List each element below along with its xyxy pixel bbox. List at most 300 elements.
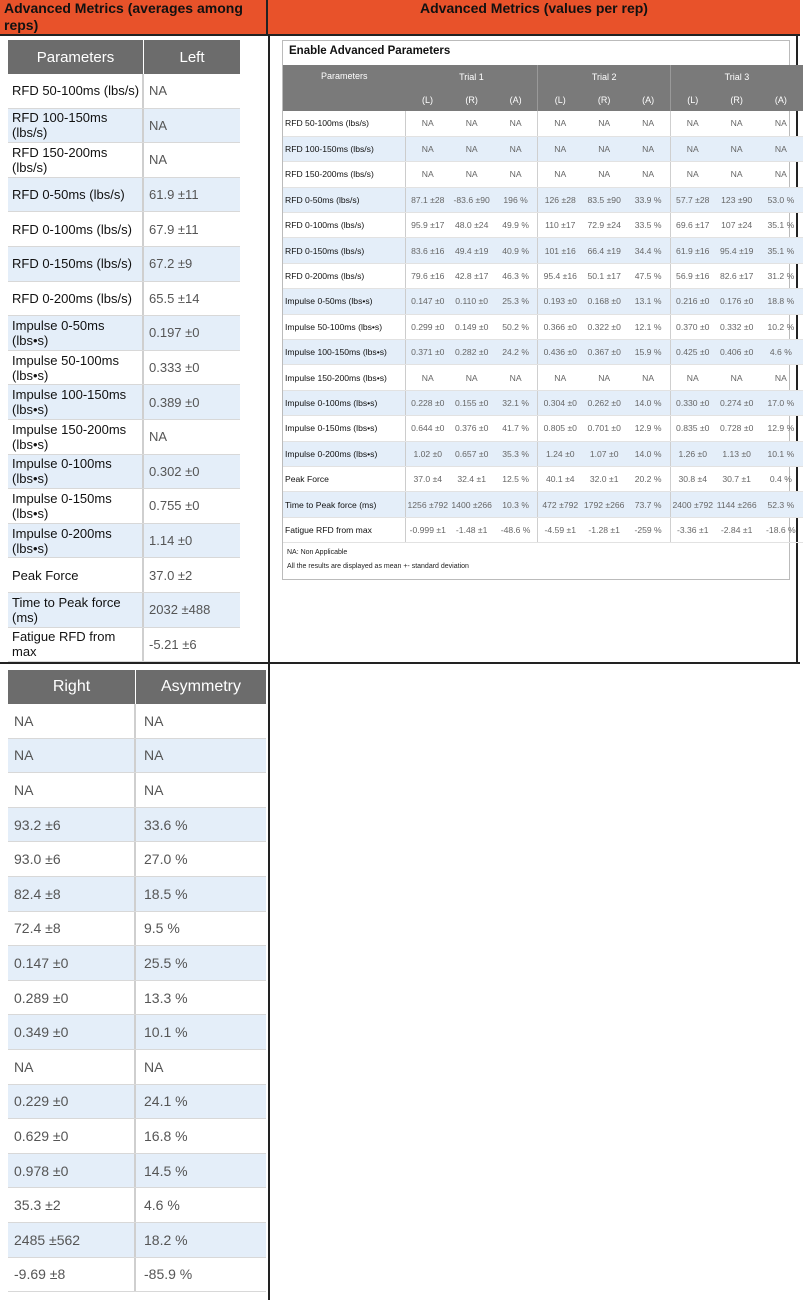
trial-value-cell: 72.9 ±24 xyxy=(582,213,626,238)
left-value-cell: 0.389 ±0 xyxy=(149,394,200,410)
trial-value-cell: 0.322 ±0 xyxy=(582,314,626,339)
trial-value-cell: 35.3 % xyxy=(494,441,538,466)
param-cell: RFD 100-150ms (lbs/s) xyxy=(8,109,144,143)
trial-value-cell: NA xyxy=(715,162,759,187)
param-cell: Impulse 0-200ms (lbs•s) xyxy=(283,441,405,466)
param-cell: Time to Peak force (ms) xyxy=(8,593,144,627)
left-value-cell: 37.0 ±2 xyxy=(149,567,193,583)
subcol-header: (L) xyxy=(538,88,582,111)
subcol-header: (A) xyxy=(494,88,538,111)
trial-value-cell: NA xyxy=(626,365,670,390)
table-row xyxy=(8,628,240,663)
trial-value-cell: 12.1 % xyxy=(626,314,670,339)
param-cell: RFD 0-150ms (lbs/s) xyxy=(283,238,405,263)
per-rep-panel xyxy=(282,40,796,580)
trial-value-cell: 30.7 ±1 xyxy=(715,466,759,491)
param-cell: RFD 0-100ms (lbs/s) xyxy=(283,213,405,238)
trial-value-cell: 82.6 ±17 xyxy=(715,263,759,288)
trial-value-cell: 50.2 % xyxy=(494,314,538,339)
trial-value-cell: 41.7 % xyxy=(494,416,538,441)
asymmetry-value-cell: NA xyxy=(144,747,164,764)
param-cell: Time to Peak force (ms) xyxy=(283,492,405,517)
trial-value-cell: -259 % xyxy=(626,517,670,542)
subcol-header: (L) xyxy=(670,88,714,111)
left-value-cell: 65.5 ±14 xyxy=(149,290,200,306)
trial-value-cell: NA xyxy=(450,365,494,390)
right-value-cell: -9.69 ±8 xyxy=(8,1258,136,1292)
trial-header: Trial 2 xyxy=(538,65,670,88)
trial-value-cell: NA xyxy=(450,111,494,136)
trial-value-cell: 50.1 ±17 xyxy=(582,263,626,288)
trial-value-cell: 25.3 % xyxy=(494,289,538,314)
table-row xyxy=(8,1154,266,1189)
right-value-cell: 0.629 ±0 xyxy=(8,1119,136,1153)
param-cell: Impulse 0-50ms (lbs•s) xyxy=(283,289,405,314)
table-row xyxy=(8,1085,266,1120)
param-cell: RFD 50-100ms (lbs/s) xyxy=(283,111,405,136)
left-summary-table xyxy=(8,40,240,662)
param-cell: Impulse 150-200ms (lbs•s) xyxy=(8,420,144,454)
left-value-cell: NA xyxy=(149,152,168,168)
asymmetry-value-cell: 24.1 % xyxy=(144,1093,188,1110)
param-cell: RFD 150-200ms (lbs/s) xyxy=(283,162,405,187)
trial-value-cell: 56.9 ±16 xyxy=(670,263,714,288)
header-averages-title: Advanced Metrics (averages among reps) xyxy=(4,0,243,33)
trial-value-cell: 31.2 % xyxy=(759,263,803,288)
trial-value-cell: 0.4 % xyxy=(759,466,803,491)
trial-value-cell: 40.9 % xyxy=(494,238,538,263)
param-cell: Impulse 50-100ms (lbs•s) xyxy=(283,314,405,339)
table-row xyxy=(283,162,803,187)
trial-value-cell: NA xyxy=(582,162,626,187)
param-cell: RFD 0-50ms (lbs/s) xyxy=(283,187,405,212)
trial-value-cell: 13.1 % xyxy=(626,289,670,314)
asymmetry-value-cell: 25.5 % xyxy=(144,954,188,971)
left-value-cell: -5.21 ±6 xyxy=(149,636,197,652)
asymmetry-value-cell: 18.5 % xyxy=(144,885,188,902)
trial-value-cell: 12.5 % xyxy=(494,466,538,491)
trial-value-cell: 0.370 ±0 xyxy=(670,314,714,339)
asymmetry-value-cell: 13.3 % xyxy=(144,989,188,1006)
trial-value-cell: NA xyxy=(538,136,582,161)
trial-value-cell: 0.425 ±0 xyxy=(670,340,714,365)
trial-value-cell: NA xyxy=(715,365,759,390)
trial-header: Trial 1 xyxy=(405,65,538,88)
trial-value-cell: 1.26 ±0 xyxy=(670,441,714,466)
table-row xyxy=(8,1223,266,1258)
right-value-cell: 93.2 ±6 xyxy=(8,808,136,842)
table-row xyxy=(8,739,266,774)
right-asymmetry-rows xyxy=(8,704,266,1292)
trial-value-cell: NA xyxy=(715,136,759,161)
trial-value-cell: 53.0 % xyxy=(759,187,803,212)
trial-value-cell: NA xyxy=(670,136,714,161)
table-row xyxy=(8,912,266,947)
trial-value-cell: 196 % xyxy=(494,187,538,212)
param-cell: RFD 0-150ms (lbs/s) xyxy=(8,247,144,281)
trial-value-cell: 47.5 % xyxy=(626,263,670,288)
trial-value-cell: NA xyxy=(582,111,626,136)
trial-value-cell: 83.5 ±90 xyxy=(582,187,626,212)
table-row xyxy=(8,420,240,455)
table-row xyxy=(8,351,240,386)
left-value-cell: 67.2 ±9 xyxy=(149,256,193,272)
trial-value-cell: 12.9 % xyxy=(626,416,670,441)
trial-value-cell: -18.6 % xyxy=(759,517,803,542)
trial-value-cell: -0.999 ±1 xyxy=(405,517,449,542)
trial-value-cell: 1792 ±266 xyxy=(582,492,626,517)
param-cell: Peak Force xyxy=(8,558,144,592)
table-row xyxy=(8,593,240,628)
right-value-cell: 0.229 ±0 xyxy=(8,1085,136,1119)
per-rep-table xyxy=(283,65,803,543)
right-value-cell: 0.978 ±0 xyxy=(8,1154,136,1188)
trial-value-cell: 57.7 ±28 xyxy=(670,187,714,212)
trial-value-cell: 0.155 ±0 xyxy=(450,390,494,415)
trial-value-cell: 14.0 % xyxy=(626,441,670,466)
trial-value-cell: NA xyxy=(538,162,582,187)
table-row xyxy=(8,704,266,739)
trial-value-cell: 24.2 % xyxy=(494,340,538,365)
trial-value-cell: NA xyxy=(405,162,449,187)
table-row xyxy=(283,466,803,491)
trial-value-cell: -4.59 ±1 xyxy=(538,517,582,542)
asymmetry-value-cell: 18.2 % xyxy=(144,1231,188,1248)
trial-value-cell: NA xyxy=(626,111,670,136)
trial-value-cell: 1.07 ±0 xyxy=(582,441,626,466)
trial-value-cell: 0.228 ±0 xyxy=(405,390,449,415)
trial-value-cell: 0.657 ±0 xyxy=(450,441,494,466)
trial-value-cell: 1144 ±266 xyxy=(715,492,759,517)
trial-value-cell: 10.2 % xyxy=(759,314,803,339)
trial-value-cell: 46.3 % xyxy=(494,263,538,288)
param-cell: Impulse 0-200ms (lbs•s) xyxy=(8,524,144,558)
trial-value-cell: 0.367 ±0 xyxy=(582,340,626,365)
param-cell: Impulse 50-100ms (lbs•s) xyxy=(8,351,144,385)
divider-horizontal xyxy=(0,662,800,664)
trial-value-cell: 1.02 ±0 xyxy=(405,441,449,466)
right-value-cell: NA xyxy=(8,773,136,807)
trial-value-cell: 40.1 ±4 xyxy=(538,466,582,491)
trial-value-cell: 0.366 ±0 xyxy=(538,314,582,339)
table-row xyxy=(283,263,803,288)
trial-value-cell: NA xyxy=(670,162,714,187)
trial-value-cell: 32.0 ±1 xyxy=(582,466,626,491)
table-row xyxy=(8,1015,266,1050)
right-value-cell: 72.4 ±8 xyxy=(8,912,136,946)
left-value-cell: NA xyxy=(149,429,168,445)
subcol-header: (A) xyxy=(759,88,803,111)
table-row xyxy=(8,455,240,490)
asymmetry-value-cell: NA xyxy=(144,712,164,729)
trial-value-cell: 87.1 ±28 xyxy=(405,187,449,212)
table-row xyxy=(283,365,803,390)
param-cell: RFD 100-150ms (lbs/s) xyxy=(283,136,405,161)
trial-value-cell: 32.4 ±1 xyxy=(450,466,494,491)
trial-value-cell: 0.701 ±0 xyxy=(582,416,626,441)
trial-value-cell: 126 ±28 xyxy=(538,187,582,212)
trial-value-cell: 4.6 % xyxy=(759,340,803,365)
table-row xyxy=(283,390,803,415)
header-per-rep xyxy=(268,0,800,36)
table-row xyxy=(283,340,803,365)
table-row xyxy=(283,492,803,517)
trial-value-cell: 52.3 % xyxy=(759,492,803,517)
asymmetry-value-cell: 9.5 % xyxy=(144,920,180,937)
trial-value-cell: 61.9 ±16 xyxy=(670,238,714,263)
table-row xyxy=(283,517,803,542)
trial-value-cell: 12.9 % xyxy=(759,416,803,441)
param-cell: Fatigue RFD from max xyxy=(283,517,405,542)
trial-value-cell: 66.4 ±19 xyxy=(582,238,626,263)
table-row xyxy=(8,1258,266,1293)
trial-value-cell: NA xyxy=(715,111,759,136)
trial-value-cell: 101 ±16 xyxy=(538,238,582,263)
param-cell: RFD 0-50ms (lbs/s) xyxy=(8,178,144,212)
right-value-cell: 82.4 ±8 xyxy=(8,877,136,911)
trial-value-cell: 0.436 ±0 xyxy=(538,340,582,365)
trial-value-cell: 1400 ±266 xyxy=(450,492,494,517)
trial-value-cell: 0.376 ±0 xyxy=(450,416,494,441)
subcol-header: (R) xyxy=(715,88,759,111)
table-row xyxy=(283,213,803,238)
table-row xyxy=(8,1188,266,1223)
table-row xyxy=(8,808,266,843)
asymmetry-value-cell: 14.5 % xyxy=(144,1162,188,1179)
param-cell: RFD 0-200ms (lbs/s) xyxy=(8,282,144,316)
trial-value-cell: 0.168 ±0 xyxy=(582,289,626,314)
subcol-header: (R) xyxy=(450,88,494,111)
trial-value-cell: 73.7 % xyxy=(626,492,670,517)
asymmetry-value-cell: NA xyxy=(144,781,164,798)
table-row xyxy=(283,111,803,136)
table-row xyxy=(8,316,240,351)
trial-value-cell: NA xyxy=(494,111,538,136)
right-value-cell: NA xyxy=(8,739,136,773)
trial-value-cell: 0.332 ±0 xyxy=(715,314,759,339)
trial-value-cell: 0.644 ±0 xyxy=(405,416,449,441)
trial-value-cell: NA xyxy=(405,111,449,136)
trial-value-cell: NA xyxy=(670,111,714,136)
table-row xyxy=(283,289,803,314)
param-cell: RFD 150-200ms (lbs/s) xyxy=(8,143,144,177)
right-value-cell: 35.3 ±2 xyxy=(8,1188,136,1222)
table-row xyxy=(8,109,240,144)
trial-value-cell: 0.110 ±0 xyxy=(450,289,494,314)
trial-value-cell: NA xyxy=(538,365,582,390)
table-row xyxy=(8,489,240,524)
trial-value-cell: 14.0 % xyxy=(626,390,670,415)
right-value-cell: 93.0 ±6 xyxy=(8,842,136,876)
table-row xyxy=(8,178,240,213)
table-row xyxy=(283,187,803,212)
trial-value-cell: 42.8 ±17 xyxy=(450,263,494,288)
trial-value-cell: 17.0 % xyxy=(759,390,803,415)
trial-value-cell: 0.728 ±0 xyxy=(715,416,759,441)
table-row xyxy=(8,877,266,912)
trial-value-cell: 15.9 % xyxy=(626,340,670,365)
table-row xyxy=(283,416,803,441)
trial-value-cell: 10.3 % xyxy=(494,492,538,517)
left-value-cell: 0.302 ±0 xyxy=(149,463,200,479)
trial-value-cell: NA xyxy=(670,365,714,390)
trial-value-cell: 1.13 ±0 xyxy=(715,441,759,466)
param-cell: RFD 50-100ms (lbs/s) xyxy=(8,74,144,108)
asymmetry-value-cell: NA xyxy=(144,1058,164,1075)
left-value-cell: 0.333 ±0 xyxy=(149,360,200,376)
trial-value-cell: 34.4 % xyxy=(626,238,670,263)
trial-value-cell: NA xyxy=(538,111,582,136)
divider-vertical xyxy=(268,36,270,664)
trial-value-cell: 20.2 % xyxy=(626,466,670,491)
trial-value-cell: 2400 ±792 xyxy=(670,492,714,517)
table-row xyxy=(8,1050,266,1085)
trial-value-cell: 95.4 ±19 xyxy=(715,238,759,263)
per-rep-rows xyxy=(283,111,803,543)
table-row xyxy=(8,74,240,109)
trial-value-cell: 33.9 % xyxy=(626,187,670,212)
param-cell: Peak Force xyxy=(283,466,405,491)
right-value-cell: 0.289 ±0 xyxy=(8,981,136,1015)
param-cell: RFD 0-200ms (lbs/s) xyxy=(283,263,405,288)
asymmetry-value-cell: 16.8 % xyxy=(144,1127,188,1144)
trial-value-cell: 48.0 ±24 xyxy=(450,213,494,238)
trial-value-cell: NA xyxy=(759,162,803,187)
trial-value-cell: NA xyxy=(494,136,538,161)
trial-value-cell: 95.9 ±17 xyxy=(405,213,449,238)
trial-value-cell: NA xyxy=(626,162,670,187)
trial-value-cell: -3.36 ±1 xyxy=(670,517,714,542)
table-row xyxy=(283,441,803,466)
table-row xyxy=(8,946,266,981)
trial-value-cell: 0.216 ±0 xyxy=(670,289,714,314)
left-value-cell: NA xyxy=(149,117,168,133)
table-row xyxy=(8,524,240,559)
left-value-cell: 0.197 ±0 xyxy=(149,325,200,341)
param-cell: Impulse 0-100ms (lbs•s) xyxy=(283,390,405,415)
note-na: NA: Non Applicable xyxy=(287,549,348,556)
right-value-cell: 2485 ±562 xyxy=(8,1223,136,1257)
trial-value-cell: 0.282 ±0 xyxy=(450,340,494,365)
trial-value-cell: 0.330 ±0 xyxy=(670,390,714,415)
trial-value-cell: NA xyxy=(405,136,449,161)
trial-value-cell: NA xyxy=(582,365,626,390)
divider-vertical-lower xyxy=(268,664,270,1300)
trial-value-cell: NA xyxy=(626,136,670,161)
subcol-header: (L) xyxy=(405,88,449,111)
table-row xyxy=(8,842,266,877)
left-value-cell: NA xyxy=(149,83,168,99)
trial-value-cell: 0.262 ±0 xyxy=(582,390,626,415)
table-row xyxy=(283,238,803,263)
left-summary-rows xyxy=(8,74,240,662)
col-left-header: Left xyxy=(179,48,205,66)
trial-value-cell: -48.6 % xyxy=(494,517,538,542)
trial-value-cell: 123 ±90 xyxy=(715,187,759,212)
left-value-cell: 1.14 ±0 xyxy=(149,533,193,549)
asymmetry-value-cell: 33.6 % xyxy=(144,816,188,833)
param-cell: Fatigue RFD from max xyxy=(8,628,144,662)
table-row xyxy=(8,143,240,178)
trial-value-cell: -1.28 ±1 xyxy=(582,517,626,542)
trial-value-cell: 0.805 ±0 xyxy=(538,416,582,441)
trial-value-cell: 0.299 ±0 xyxy=(405,314,449,339)
asymmetry-value-cell: 4.6 % xyxy=(144,1197,180,1214)
trial-value-cell: NA xyxy=(759,136,803,161)
trial-value-cell: 95.4 ±16 xyxy=(538,263,582,288)
trial-value-cell: 1256 ±792 xyxy=(405,492,449,517)
param-cell: Impulse 0-50ms (lbs•s) xyxy=(8,316,144,350)
trial-value-cell: 33.5 % xyxy=(626,213,670,238)
trial-value-cell: 79.6 ±16 xyxy=(405,263,449,288)
table-row xyxy=(8,558,240,593)
trial-header: Trial 3 xyxy=(670,65,803,88)
trial-value-cell: 110 ±17 xyxy=(538,213,582,238)
asymmetry-value-cell: -85.9 % xyxy=(144,1266,193,1283)
table-row xyxy=(8,981,266,1016)
trial-value-cell: NA xyxy=(450,136,494,161)
col-asymmetry-header: Asymmetry xyxy=(161,678,241,695)
table-row xyxy=(8,385,240,420)
trial-value-cell: 0.406 ±0 xyxy=(715,340,759,365)
trial-value-cell: 49.4 ±19 xyxy=(450,238,494,263)
trial-value-cell: 0.304 ±0 xyxy=(538,390,582,415)
header-averages xyxy=(0,0,268,36)
param-cell: Impulse 0-100ms (lbs•s) xyxy=(8,455,144,489)
param-cell: Impulse 150-200ms (lbs•s) xyxy=(283,365,405,390)
right-asymmetry-table xyxy=(8,670,266,1292)
left-value-cell: 0.755 ±0 xyxy=(149,498,200,514)
trial-value-cell: 0.193 ±0 xyxy=(538,289,582,314)
table-row xyxy=(8,282,240,317)
param-cell: RFD 0-100ms (lbs/s) xyxy=(8,212,144,246)
trial-value-cell: -1.48 ±1 xyxy=(450,517,494,542)
table-row xyxy=(8,1119,266,1154)
right-value-cell: 0.147 ±0 xyxy=(8,946,136,980)
param-cell: Impulse 100-150ms (lbs•s) xyxy=(8,385,144,419)
trial-value-cell: NA xyxy=(450,162,494,187)
header-per-rep-title: Advanced Metrics (values per rep) xyxy=(420,0,648,16)
trial-value-cell: 0.274 ±0 xyxy=(715,390,759,415)
trial-value-cell: 107 ±24 xyxy=(715,213,759,238)
param-cell: Impulse 0-150ms (lbs•s) xyxy=(8,489,144,523)
left-value-cell: 67.9 ±11 xyxy=(149,221,199,237)
col-parameters-header: Parameters xyxy=(8,40,144,74)
panel-title: Enable Advanced Parameters xyxy=(289,45,451,57)
trial-value-cell: NA xyxy=(759,111,803,136)
trial-value-cell: 0.176 ±0 xyxy=(715,289,759,314)
trial-value-cell: -2.84 ±1 xyxy=(715,517,759,542)
param-cell: Impulse 100-150ms (lbs•s) xyxy=(283,340,405,365)
right-asymmetry-header xyxy=(8,670,266,704)
asymmetry-value-cell: 10.1 % xyxy=(144,1024,188,1041)
note-mean-sd: All the results are displayed as mean +- standard deviation xyxy=(287,563,469,570)
trial-value-cell: -83.6 ±90 xyxy=(450,187,494,212)
right-value-cell: NA xyxy=(8,1050,136,1084)
trial-value-cell: 0.835 ±0 xyxy=(670,416,714,441)
trial-value-cell: 10.1 % xyxy=(759,441,803,466)
trial-value-cell: 30.8 ±4 xyxy=(670,466,714,491)
trial-value-cell: 37.0 ±4 xyxy=(405,466,449,491)
asymmetry-value-cell: 27.0 % xyxy=(144,851,188,868)
trial-value-cell: 472 ±792 xyxy=(538,492,582,517)
trial-value-cell: 0.371 ±0 xyxy=(405,340,449,365)
trial-value-cell: 18.8 % xyxy=(759,289,803,314)
trial-value-cell: NA xyxy=(582,136,626,161)
trial-value-cell: 69.6 ±17 xyxy=(670,213,714,238)
right-value-cell: NA xyxy=(8,704,136,738)
trial-value-cell: NA xyxy=(759,365,803,390)
